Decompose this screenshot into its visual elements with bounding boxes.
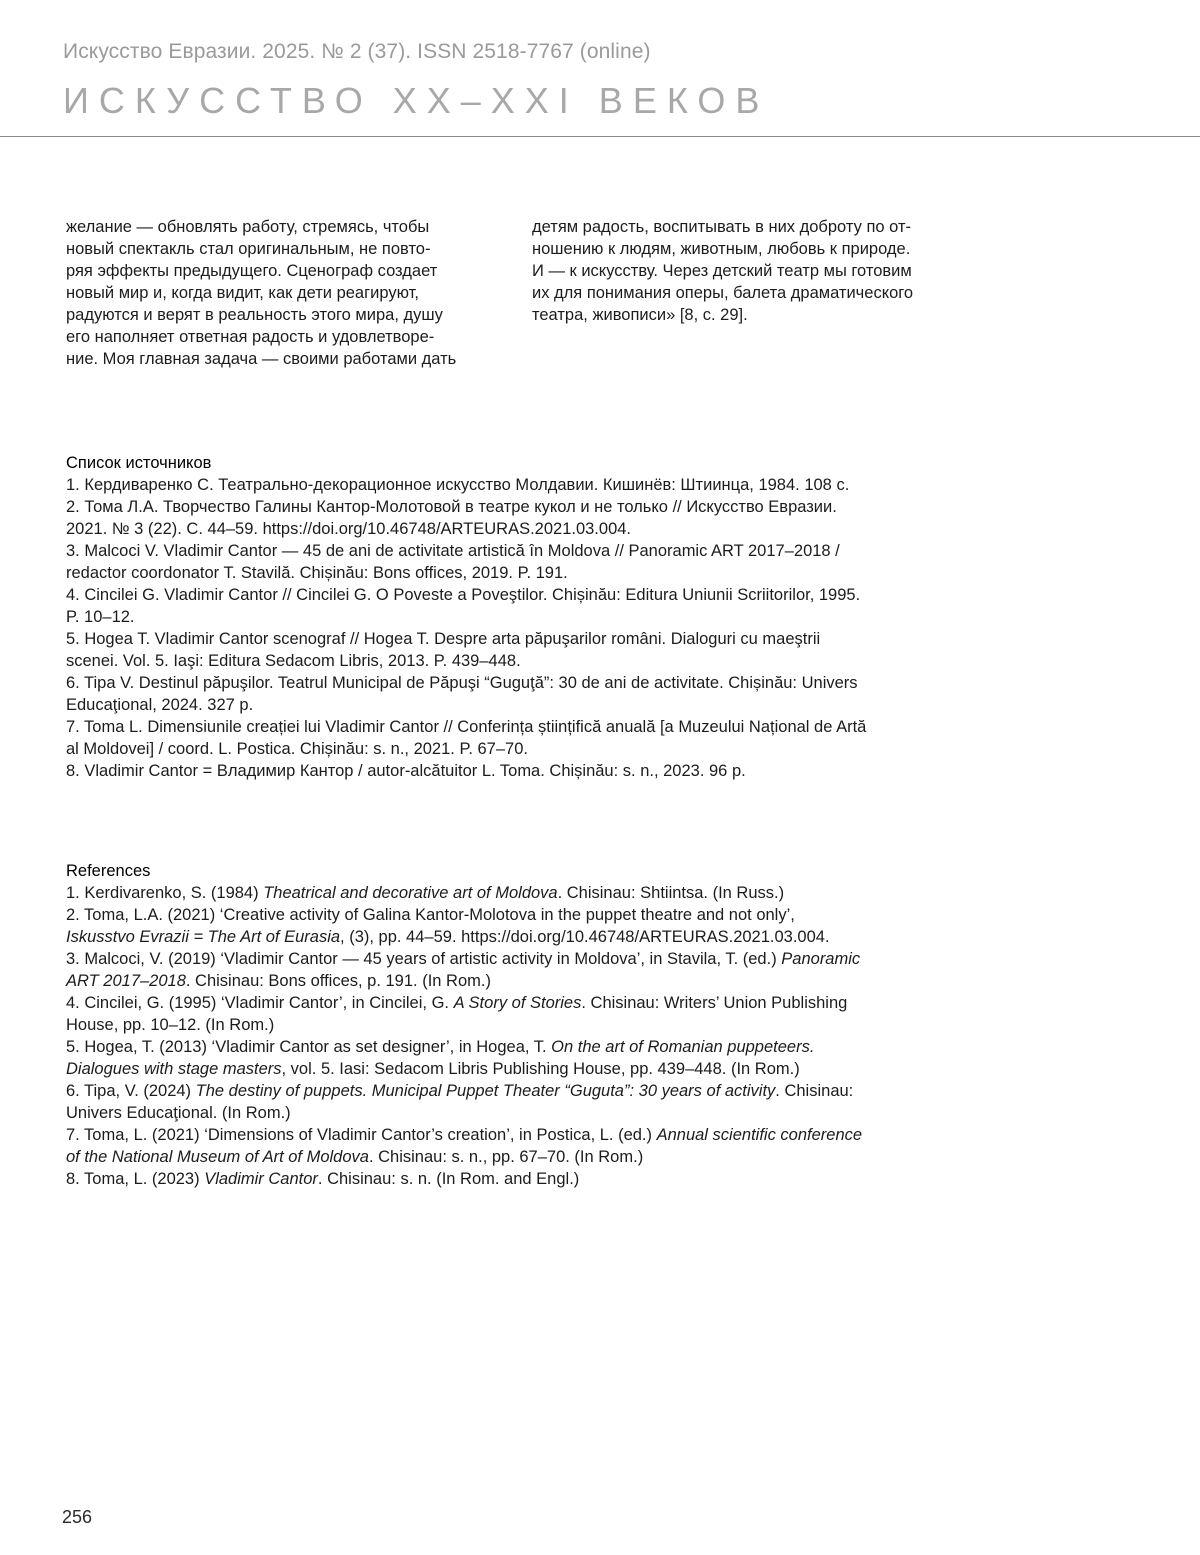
reference-line: [66, 926, 966, 948]
references-heading: References: [66, 862, 151, 880]
reference-text: 5. Hogea, T. (2013) ‘Vladimir Cantor as set designer’, in Hogea, T.: [66, 1038, 552, 1056]
reference-title-italic: ART 2017–2018: [66, 972, 186, 990]
references-list-en: [66, 860, 966, 1190]
header-divider: [0, 136, 1200, 137]
reference-title-italic: Iskusstvo Evrazii = The Art of Eurasia: [66, 928, 341, 946]
source-line: P. 10–12.: [66, 608, 135, 626]
journal-citation-line: Искусство Евразии. 2025. № 2 (37). ISSN 2518-7767 (online): [63, 40, 651, 63]
reference-text: House, pp. 10–12. (In Rom.): [66, 1016, 275, 1034]
references-items: [66, 882, 966, 1190]
reference-line: [66, 970, 966, 992]
reference-title-italic: Annual scientific conference: [656, 1126, 863, 1144]
source-line: 1. Кердиваренко С. Театрально-декорационное искусство Молдавии. Кишинёв: Штиинца, 1984. 108 с.: [66, 476, 850, 494]
reference-item: [66, 1080, 966, 1124]
reference-text: , vol. 5. Iasi: Sedacom Libris Publishing House, pp. 439–448. (In Rom.): [281, 1060, 800, 1078]
reference-line: [66, 992, 966, 1014]
reference-title-italic: Theatrical and decorative art of Moldova: [263, 884, 558, 902]
reference-line: [66, 1124, 966, 1146]
source-line: 5. Hogea T. Vladimir Cantor scenograf // Hogea T. Despre arta păpuşarilor români. Dialoguri cu maeştrii: [66, 630, 821, 648]
source-item: [66, 672, 966, 716]
text-line: новый спектакль стал оригинальным, не повто-: [66, 240, 431, 258]
reference-title-italic: Dialogues with stage masters: [66, 1060, 282, 1078]
reference-title-italic: A Story of Stories: [453, 994, 582, 1012]
reference-line: [66, 1146, 966, 1168]
reference-title-italic: On the art of Romanian puppeteers.: [551, 1038, 815, 1056]
reference-item: [66, 992, 966, 1036]
reference-title-italic: The destiny of puppets. Municipal Puppet Theater “Guguta”: 30 years of activity: [195, 1082, 776, 1100]
source-line: Educaţional, 2024. 327 p.: [66, 696, 254, 714]
reference-text: 2. Toma, L.A. (2021) ‘Creative activity of Galina Kantor-Molotova in the puppet theatre and not only’,: [66, 906, 795, 924]
source-item: [66, 540, 966, 584]
reference-line: [66, 1014, 966, 1036]
reference-item: [66, 882, 966, 904]
text-line: радуются и верят в реальность этого мира, душу: [66, 306, 443, 324]
reference-item: [66, 1168, 966, 1190]
reference-item: [66, 1036, 966, 1080]
text-line: его наполняет ответная радость и удовлетворе-: [66, 328, 435, 346]
reference-line: [66, 1036, 966, 1058]
source-item: [66, 496, 966, 540]
reference-line: [66, 1168, 966, 1190]
reference-text: . Chisinau: Writers’ Union Publishing: [581, 994, 848, 1012]
source-line: scenei. Vol. 5. Iaşi: Editura Sedacom Libris, 2013. P. 439–448.: [66, 652, 521, 670]
reference-text: Univers Educaţional. (In Rom.): [66, 1104, 291, 1122]
sources-items: [66, 474, 966, 782]
source-item: [66, 628, 966, 672]
reference-text: 3. Malcoci, V. (2019) ‘Vladimir Cantor — 45 years of artistic activity in Moldova’, in Stavila, T. (ed.): [66, 950, 782, 968]
source-line: 3. Malcoci V. Vladimir Cantor — 45 de ani de activitate artistică în Moldova // Panoramic ART 2017–2018 /: [66, 542, 840, 560]
sources-heading: Список источников: [66, 454, 212, 472]
source-line: 6. Tipa V. Destinul păpuşilor. Teatrul Municipal de Păpuşi “Guguţă”: 30 de ani de activitate. Chișinău: Univers: [66, 674, 858, 692]
text-line: ние. Моя главная задача — своими работами дать: [66, 350, 457, 368]
reference-title-italic: Panoramic: [781, 950, 861, 968]
reference-text: , (3), pp. 44–59. https://doi.org/10.46748/ARTEURAS.2021.03.004.: [340, 928, 830, 946]
page-number: 256: [62, 1507, 93, 1527]
source-item: [66, 716, 966, 760]
source-item: [66, 584, 966, 628]
text-line: ряя эффекты предыдущего. Сценограф создает: [66, 262, 438, 280]
reference-item: [66, 904, 966, 948]
reference-line: [66, 904, 966, 926]
reference-line: [66, 1102, 966, 1124]
text-line: их для понимания оперы, балета драматического: [532, 284, 914, 302]
body-paragraph-left: [66, 216, 496, 370]
text-line: желание — обновлять работу, стремясь, чтобы: [66, 218, 430, 236]
text-line: ношению к людям, животным, любовь к природе.: [532, 240, 911, 258]
reference-text: . Chisinau:: [775, 1082, 854, 1100]
text-line: И — к искусству. Через детский театр мы готовим: [532, 262, 912, 280]
body-column-right: [532, 216, 962, 326]
reference-text: . Chisinau: s. n., pp. 67–70. (In Rom.): [368, 1148, 644, 1166]
reference-line: [66, 882, 966, 904]
source-line: 2021. № 3 (22). С. 44–59. https://doi.org/10.46748/ARTEURAS.2021.03.004.: [66, 520, 632, 538]
reference-text: 6. Tipa, V. (2024): [66, 1082, 196, 1100]
reference-item: [66, 1124, 966, 1168]
reference-title-italic: of the National Museum of Art of Moldova: [66, 1148, 369, 1166]
body-paragraph-right: [532, 216, 962, 326]
text-line: новый мир и, когда видит, как дети реагируют,: [66, 284, 419, 302]
reference-line: [66, 1058, 966, 1080]
reference-text: 4. Cincilei, G. (1995) ‘Vladimir Cantor’, in Cincilei, G.: [66, 994, 454, 1012]
reference-text: 8. Toma, L. (2023): [66, 1170, 205, 1188]
reference-line: [66, 1080, 966, 1102]
source-line: 4. Cincilei G. Vladimir Cantor // Cincilei G. O Poveste a Poveştilor. Chișinău: Editura Uniunii Scriitorilor, 1995.: [66, 586, 861, 604]
sources-list-ru: [66, 452, 966, 782]
reference-text: . Chisinau: Bons offices, p. 191. (In Rom.): [185, 972, 491, 990]
reference-item: [66, 948, 966, 992]
section-title: ИСКУССТВО XX–XXI ВЕКОВ: [63, 80, 770, 121]
reference-line: [66, 948, 966, 970]
source-line: 8. Vladimir Cantor = Владимир Кантор / autor-alcătuitor L. Toma. Chișinău: s. n., 2023. 96 p.: [66, 762, 746, 780]
text-line: детям радость, воспитывать в них доброту по от-: [532, 218, 912, 236]
body-column-left: [66, 216, 496, 370]
reference-text: 1. Kerdivarenko, S. (1984): [66, 884, 264, 902]
text-line: театра, живописи» [8, с. 29].: [532, 306, 748, 324]
source-line: redactor coordonator T. Stavilă. Chișinău: Bons offices, 2019. P. 191.: [66, 564, 568, 582]
source-line: al Moldovei] / coord. L. Postica. Chișinău: s. n., 2021. P. 67–70.: [66, 740, 528, 758]
reference-text: . Chisinau: Shtiintsa. (In Russ.): [557, 884, 785, 902]
source-item: [66, 760, 966, 782]
source-line: 7. Toma L. Dimensiunile creației lui Vladimir Cantor // Conferința științifică anuală [a Muzeului Național de Artă: [66, 718, 867, 736]
source-item: [66, 474, 966, 496]
source-line: 2. Тома Л.А. Творчество Галины Кантор-Молотовой в театре кукол и не только // Искусство Евразии.: [66, 498, 837, 516]
reference-title-italic: Vladimir Cantor: [204, 1170, 318, 1188]
reference-text: 7. Toma, L. (2021) ‘Dimensions of Vladimir Cantor’s creation’, in Postica, L. (ed.): [66, 1126, 657, 1144]
reference-text: . Chisinau: s. n. (In Rom. and Engl.): [317, 1170, 580, 1188]
